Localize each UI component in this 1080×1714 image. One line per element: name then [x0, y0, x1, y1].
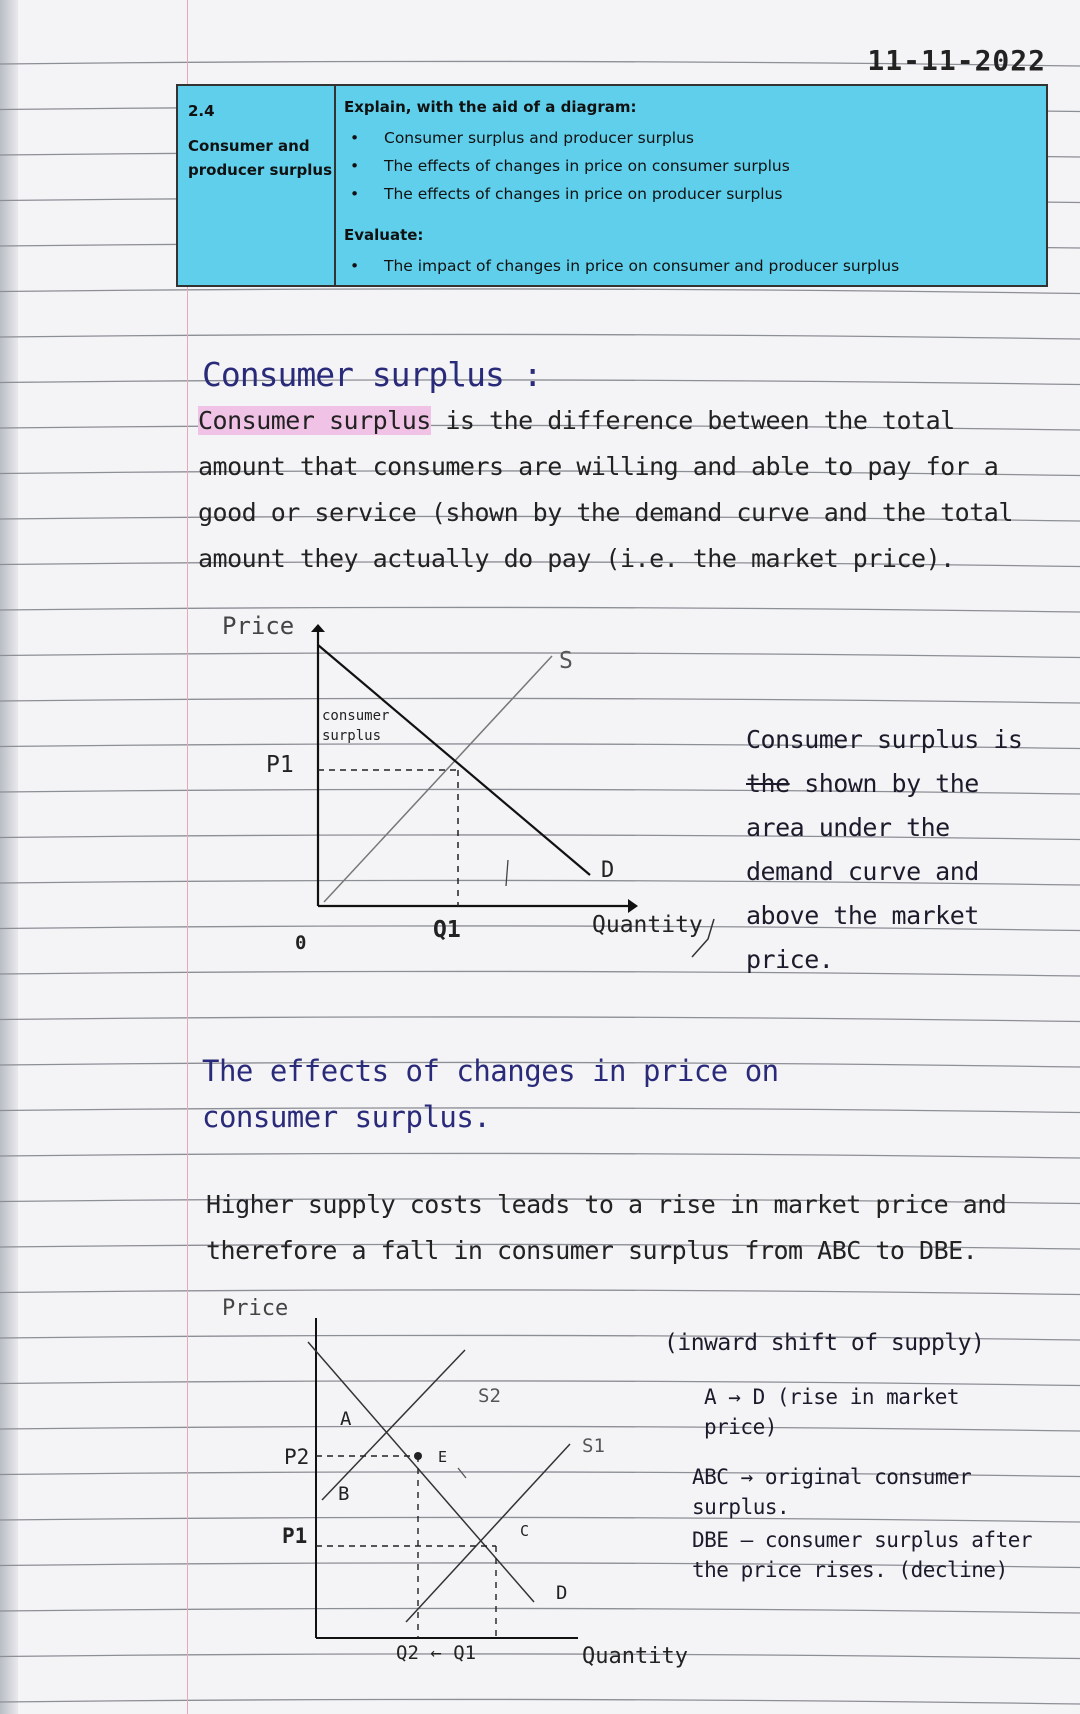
syllabus-divider — [334, 86, 336, 285]
new-surplus-note: DBE – consumer surplus after the price rises. (decline) — [692, 1528, 1033, 1582]
p2-label: P2 — [284, 1445, 310, 1469]
consumer-surplus-title: Consumer surplus : — [202, 355, 542, 394]
syllabus-code: 2.4 — [188, 102, 215, 120]
ruled-line — [0, 1654, 1080, 1659]
explain-heading: Explain, with the aid of a diagram: — [344, 98, 637, 116]
price-axis-label: Price — [222, 612, 295, 640]
ruled-line — [0, 1017, 1080, 1022]
area-label-line: consumer — [322, 708, 390, 724]
original-surplus-note: ABC → original consumer surplus. — [692, 1465, 972, 1519]
area-e-label: E — [438, 1448, 448, 1466]
evaluate-item: • The impact of changes in price on consumer and producer surplus — [346, 252, 899, 280]
definition-text: is the difference between the total amount that consumers are willing and able to pay for a good or service (shown by the demand curve and the total amount they actually do pay (i.e. the market price). — [198, 406, 1013, 573]
explain-item: • The effects of changes in price on consumer surplus — [346, 152, 790, 180]
quantity-axis-label: Quantity — [592, 912, 703, 938]
s1-label: S1 — [582, 1435, 605, 1457]
evaluate-heading: Evaluate: — [344, 226, 424, 244]
d-label: D — [556, 1582, 568, 1604]
q2-q1-label: Q2 ← Q1 — [396, 1642, 477, 1664]
supply-curve-s1 — [406, 1444, 570, 1622]
consumer-surplus-note — [746, 718, 1046, 982]
area-b-label: B — [338, 1483, 350, 1505]
check-mark — [690, 915, 720, 965]
demand-curve — [318, 645, 590, 875]
demand-curve — [308, 1342, 534, 1602]
ruled-line — [0, 1153, 1080, 1158]
explain-list — [346, 124, 790, 208]
demand-label: D — [601, 858, 615, 883]
y-axis-arrow — [311, 624, 325, 632]
price-axis-label-2: Price — [222, 1296, 289, 1321]
shift-arrow — [458, 1468, 466, 1478]
x-axis-arrow — [628, 899, 638, 913]
note-text: shown by the area under the demand curve and above the market price. — [746, 769, 979, 974]
origin-label: 0 — [295, 932, 307, 954]
date-label: 11-11-2022 — [867, 44, 1046, 77]
explain-item: • Consumer surplus and producer surplus — [346, 124, 790, 152]
ruled-line — [0, 1290, 1080, 1295]
q1-label: Q1 — [433, 917, 461, 943]
quantity-axis-label-2: Quantity — [582, 1644, 688, 1669]
explain-item: • The effects of changes in price on producer surplus — [346, 180, 790, 208]
consumer-surplus-definition — [198, 398, 1028, 582]
supply-label: S — [559, 648, 573, 674]
p1-label: P1 — [266, 752, 294, 778]
ruled-line — [0, 289, 1080, 294]
effects-text: Higher supply costs leads to a rise in market price and therefore a fall in consumer surplus from ABC to DBE. — [206, 1190, 1007, 1265]
syllabus-topic: Consumer and producer surplus — [188, 137, 333, 179]
pen-mark — [506, 860, 508, 886]
definition-term: Consumer surplus — [198, 406, 431, 435]
supply-shift-note: (inward shift of supply) — [664, 1330, 985, 1356]
ruled-line — [0, 1699, 1080, 1704]
area-c-label: C — [520, 1522, 530, 1540]
supply-curve — [324, 656, 552, 902]
evaluate-list — [346, 252, 899, 280]
price-change-diagram — [270, 1310, 690, 1650]
note-text: Consumer surplus is — [746, 725, 1023, 754]
area-label-line: surplus — [322, 728, 382, 744]
syllabus-box — [176, 84, 1048, 287]
price-rise-note: A → D (rise in market price) — [704, 1385, 960, 1439]
area-a-label: A — [340, 1408, 352, 1430]
equilibrium-point — [414, 1452, 422, 1460]
ruled-line — [0, 334, 1080, 339]
s2-label: S2 — [478, 1385, 501, 1407]
p1-label-2: P1 — [282, 1524, 308, 1548]
effects-title: The effects of changes in price on consumer surplus. — [202, 1054, 779, 1134]
struck-word: the — [746, 769, 790, 798]
consumer-surplus-area-label — [322, 706, 389, 746]
